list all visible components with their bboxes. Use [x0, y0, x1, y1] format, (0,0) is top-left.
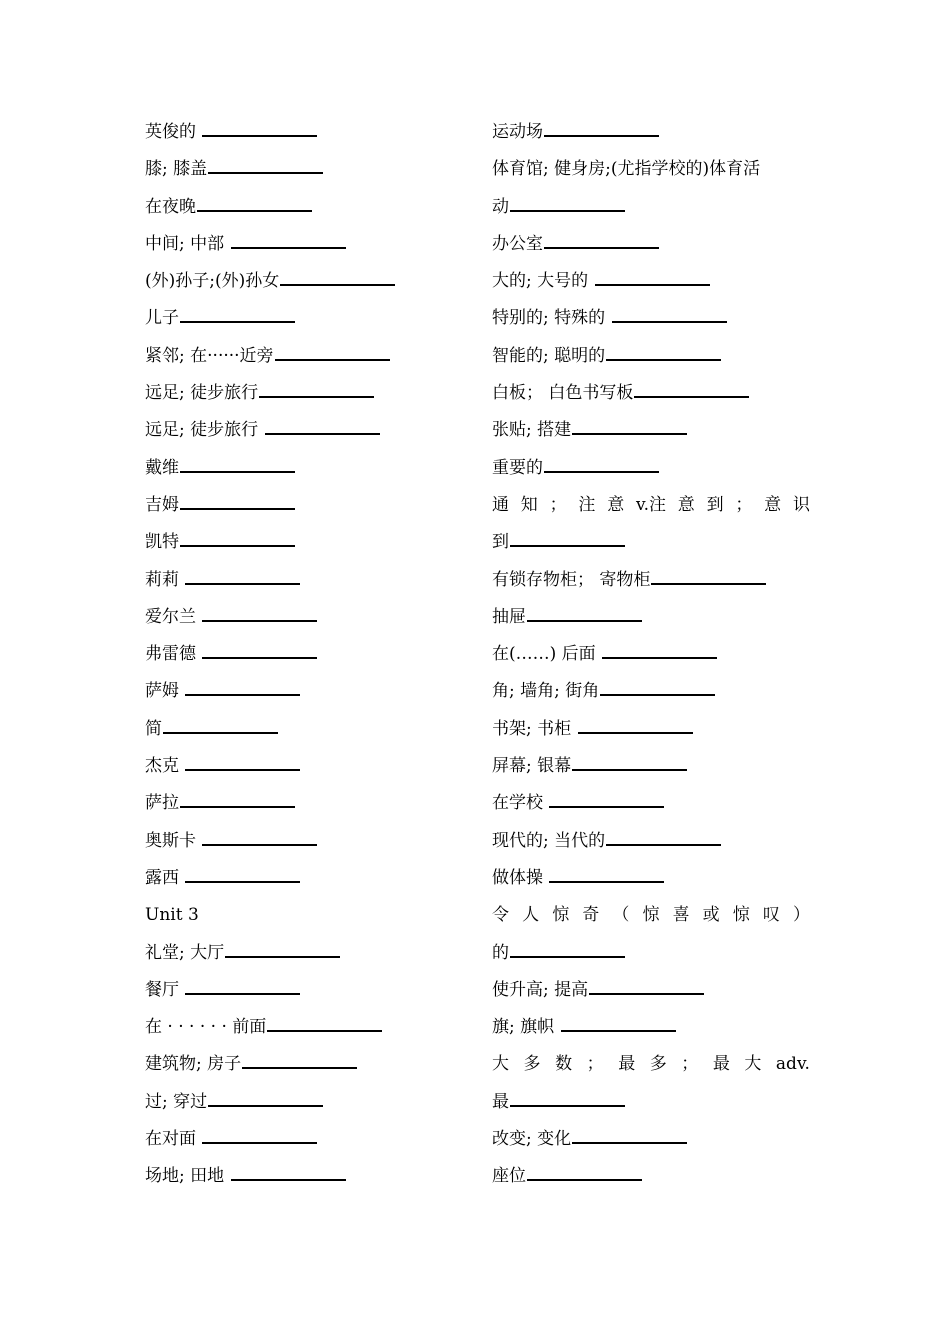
- list-item: [145, 935, 455, 972]
- list-item: [145, 338, 455, 375]
- answer-blank[interactable]: [572, 750, 687, 771]
- answer-blank[interactable]: [634, 377, 749, 398]
- item-label: 改变; 变化: [492, 1129, 572, 1150]
- right-column: [492, 114, 810, 1196]
- answer-blank[interactable]: [259, 377, 374, 398]
- answer-blank[interactable]: [180, 302, 295, 323]
- answer-blank[interactable]: [202, 638, 317, 659]
- answer-blank[interactable]: [549, 862, 664, 883]
- list-item: [492, 1121, 810, 1158]
- answer-blank[interactable]: [202, 825, 317, 846]
- list-item: [492, 226, 810, 263]
- list-item: [492, 524, 810, 561]
- justified-char: 最: [712, 1054, 730, 1075]
- list-item: [492, 711, 810, 748]
- item-label: 远足; 徒步旅行: [145, 383, 259, 404]
- left-word-list: [145, 114, 455, 897]
- answer-blank[interactable]: [208, 153, 323, 174]
- item-label: 膝; 膝盖: [145, 159, 208, 180]
- answer-blank[interactable]: [185, 862, 300, 883]
- answer-blank[interactable]: [612, 302, 727, 323]
- answer-blank[interactable]: [185, 564, 300, 585]
- list-item: [145, 226, 455, 263]
- list-item: [492, 785, 810, 822]
- item-label: 旗; 旗帜: [492, 1017, 560, 1038]
- justified-char: 注: [578, 494, 596, 515]
- list-item: [145, 487, 455, 524]
- list-item: [145, 189, 455, 226]
- justified-char: 通: [492, 494, 509, 515]
- list-item: [492, 673, 810, 710]
- list-item: [145, 450, 455, 487]
- justified-char: ；: [735, 494, 753, 515]
- answer-blank[interactable]: [544, 452, 659, 473]
- answer-blank[interactable]: [225, 937, 340, 958]
- list-item: [145, 375, 455, 412]
- answer-blank[interactable]: [589, 974, 704, 995]
- item-label: 奥斯卡: [145, 830, 202, 851]
- answer-blank[interactable]: [202, 1123, 317, 1144]
- answer-blank[interactable]: [572, 1123, 687, 1144]
- list-item: [492, 375, 810, 412]
- item-label: 智能的; 聪明的: [492, 345, 606, 366]
- answer-blank[interactable]: [561, 1011, 676, 1032]
- list-item: [492, 114, 810, 151]
- item-label: 中间; 中部: [145, 233, 230, 254]
- justified-char: 识: [792, 494, 810, 515]
- item-label: 在 · · · · · · 前面: [145, 1017, 267, 1038]
- item-label: 弗雷德: [145, 644, 202, 665]
- item-label: 角; 墙角; 街角: [492, 681, 600, 702]
- item-label: 的: [492, 942, 509, 963]
- answer-blank[interactable]: [544, 228, 659, 249]
- list-item: [145, 711, 455, 748]
- item-label: 萨姆: [145, 681, 185, 702]
- answer-blank[interactable]: [510, 1086, 625, 1107]
- item-label: 有锁存物柜； 寄物柜: [492, 569, 651, 590]
- list-item: [145, 748, 455, 785]
- list-item: [492, 1009, 810, 1046]
- list-item: [492, 860, 810, 897]
- item-label: 白板； 白色书写板: [492, 383, 634, 404]
- list-item: [492, 1158, 810, 1195]
- item-label: 重要的: [492, 457, 543, 478]
- list-item: [145, 599, 455, 636]
- item-label: 萨拉: [145, 793, 179, 814]
- item-label: 在学校: [492, 793, 549, 814]
- item-label: 英俊的: [145, 122, 202, 142]
- justified-line: [492, 1046, 810, 1083]
- answer-blank[interactable]: [185, 974, 300, 995]
- answer-blank[interactable]: [510, 937, 625, 958]
- list-item: [492, 935, 810, 972]
- item-label: 办公室: [492, 233, 543, 254]
- list-item: [145, 1046, 455, 1083]
- list-item: [492, 599, 810, 636]
- justified-char: （: [612, 905, 630, 926]
- justified-char: 叹: [762, 905, 780, 926]
- list-item: [145, 785, 455, 822]
- justified-char: ；: [549, 494, 567, 515]
- left-column: [145, 114, 455, 1196]
- item-label: 现代的; 当代的: [492, 830, 606, 851]
- item-label: 场地; 田地: [145, 1166, 230, 1187]
- answer-blank[interactable]: [510, 191, 625, 212]
- justified-char: ）: [792, 905, 810, 926]
- item-label: 到: [492, 532, 509, 553]
- list-item: [492, 972, 810, 1009]
- item-label: 在夜晚: [145, 196, 196, 217]
- justified-char: 最: [618, 1054, 636, 1075]
- item-label: 抽屉: [492, 606, 526, 627]
- answer-blank[interactable]: [180, 787, 295, 808]
- list-item: [145, 412, 455, 449]
- list-item: [492, 823, 810, 860]
- list-item: [145, 562, 455, 599]
- item-label: 动: [492, 196, 509, 217]
- item-label: 做体操: [492, 867, 549, 888]
- list-item: [145, 1084, 455, 1121]
- answer-blank[interactable]: [510, 526, 625, 547]
- item-label: (外)孙子;(外)孙女: [145, 271, 280, 292]
- item-label: 远足; 徒步旅行: [145, 420, 264, 441]
- unit-heading: Unit 3: [145, 905, 199, 926]
- justified-char: 令: [492, 905, 509, 926]
- item-label: 体育馆; 健身房;(尤指学校的)体育活: [492, 159, 761, 180]
- item-label: 凯特: [145, 532, 179, 553]
- justified-char: 意: [607, 494, 625, 515]
- justified-char: 多: [523, 1054, 541, 1075]
- answer-blank[interactable]: [595, 265, 710, 286]
- item-label: 建筑物; 房子: [145, 1054, 242, 1075]
- item-label: 露西: [145, 867, 185, 888]
- answer-blank[interactable]: [180, 526, 295, 547]
- item-label: 戴维: [145, 457, 179, 478]
- justified-char: 惊: [642, 905, 660, 926]
- item-label: 儿子: [145, 308, 179, 329]
- answer-blank[interactable]: [185, 750, 300, 771]
- answer-blank[interactable]: [578, 713, 693, 734]
- justified-char: v.注: [635, 494, 666, 515]
- item-label: 餐厅: [145, 979, 185, 1000]
- answer-blank[interactable]: [527, 1160, 642, 1181]
- list-item: [492, 300, 810, 337]
- justified-char: 知: [520, 494, 538, 515]
- item-label: 屏幕; 银幕: [492, 756, 572, 777]
- answer-blank[interactable]: [197, 191, 312, 212]
- answer-blank[interactable]: [572, 414, 687, 435]
- item-label: 在对面: [145, 1129, 202, 1150]
- list-item: [492, 338, 810, 375]
- justified-char: 惊: [552, 905, 570, 926]
- answer-blank[interactable]: [275, 340, 390, 361]
- justified-char: 多: [649, 1054, 667, 1075]
- list-item: [145, 673, 455, 710]
- answer-blank[interactable]: [265, 414, 380, 435]
- item-label: 最: [492, 1091, 509, 1112]
- list-item: [492, 562, 810, 599]
- justified-char: 喜: [672, 905, 690, 926]
- item-label: 简: [145, 718, 162, 739]
- item-label: 书架; 书柜: [492, 718, 577, 739]
- answer-blank[interactable]: [544, 116, 659, 137]
- answer-blank[interactable]: [231, 1160, 346, 1181]
- list-item: [492, 636, 810, 673]
- answer-blank[interactable]: [185, 675, 300, 696]
- answer-blank[interactable]: [651, 564, 766, 585]
- item-label: 大的; 大号的: [492, 271, 594, 292]
- list-item: [492, 263, 810, 300]
- list-item: [145, 114, 455, 151]
- justified-char: 意: [677, 494, 695, 515]
- justified-char: 人: [522, 905, 540, 926]
- answer-blank[interactable]: [208, 1086, 323, 1107]
- left-word-list-unit3: [145, 935, 455, 1196]
- list-item: [492, 1084, 810, 1121]
- justified-char: ；: [586, 1054, 604, 1075]
- answer-blank[interactable]: [267, 1011, 382, 1032]
- item-label: 紧邻; 在······近旁: [145, 345, 274, 366]
- item-label: 张贴; 搭建: [492, 420, 572, 441]
- justified-char: adv.: [775, 1054, 810, 1075]
- item-label: 运动场: [492, 122, 543, 142]
- answer-blank[interactable]: [606, 825, 721, 846]
- answer-blank[interactable]: [231, 228, 346, 249]
- list-item: [145, 151, 455, 188]
- item-label: 爱尔兰: [145, 606, 202, 627]
- justified-char: ；: [681, 1054, 699, 1075]
- list-item: [492, 151, 810, 188]
- justified-char: 大: [744, 1054, 762, 1075]
- list-item: [145, 524, 455, 561]
- list-item: [145, 1158, 455, 1195]
- justified-char: 大: [492, 1054, 509, 1075]
- answer-blank[interactable]: [163, 713, 278, 734]
- justified-char: 或: [702, 905, 720, 926]
- answer-blank[interactable]: [280, 265, 395, 286]
- justified-char: 惊: [732, 905, 750, 926]
- item-label: 使升高; 提高: [492, 979, 589, 1000]
- answer-blank[interactable]: [527, 601, 642, 622]
- list-item: [145, 1009, 455, 1046]
- list-item: [145, 972, 455, 1009]
- justified-line: [492, 487, 810, 524]
- justified-char: 到: [706, 494, 724, 515]
- item-label: 吉姆: [145, 494, 179, 515]
- answer-blank[interactable]: [600, 675, 715, 696]
- answer-blank[interactable]: [549, 787, 664, 808]
- justified-line: [492, 897, 810, 934]
- answer-blank[interactable]: [602, 638, 717, 659]
- list-item: [492, 412, 810, 449]
- list-item: [492, 748, 810, 785]
- answer-blank[interactable]: [202, 116, 317, 137]
- justified-char: 意: [764, 494, 782, 515]
- item-label: 礼堂; 大厅: [145, 942, 225, 963]
- item-label: 座位: [492, 1166, 526, 1187]
- answer-blank[interactable]: [180, 452, 295, 473]
- answer-blank[interactable]: [180, 489, 295, 510]
- answer-blank[interactable]: [242, 1048, 357, 1069]
- list-item: [492, 450, 810, 487]
- item-label: 在(……) 后面: [492, 644, 602, 665]
- list-item: [492, 189, 810, 226]
- justified-char: 奇: [582, 905, 600, 926]
- list-item: [145, 263, 455, 300]
- list-item: [145, 300, 455, 337]
- list-item: [145, 823, 455, 860]
- list-item: [145, 636, 455, 673]
- answer-blank[interactable]: [606, 340, 721, 361]
- item-label: 莉莉: [145, 569, 185, 590]
- answer-blank[interactable]: [202, 601, 317, 622]
- list-item: [145, 1121, 455, 1158]
- item-label: 特别的; 特殊的: [492, 308, 611, 329]
- item-label: 杰克: [145, 756, 185, 777]
- justified-char: 数: [555, 1054, 573, 1075]
- list-item: [145, 860, 455, 897]
- item-label: 过; 穿过: [145, 1091, 208, 1112]
